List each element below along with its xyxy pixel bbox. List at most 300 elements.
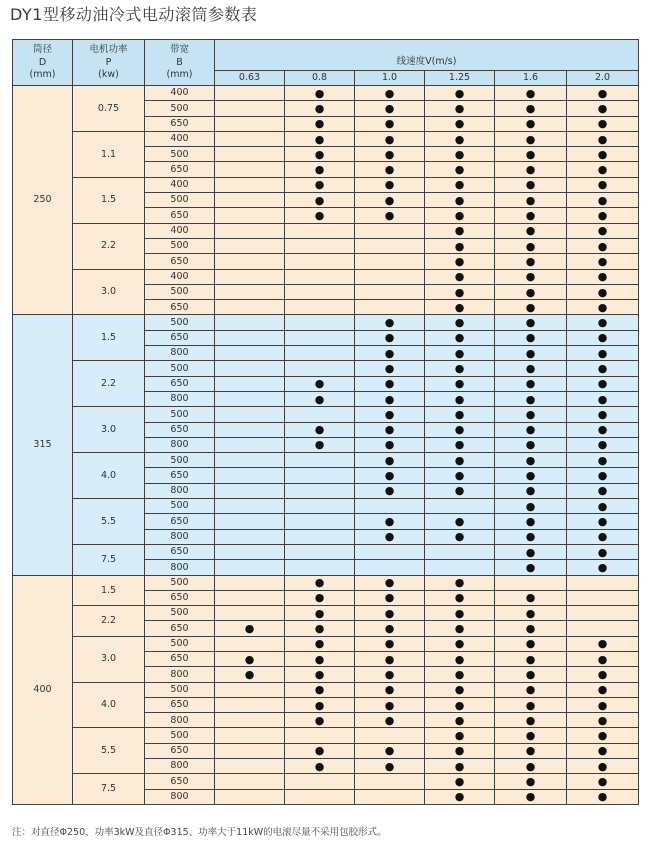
width-cell: 650	[145, 514, 215, 529]
empty-cell	[215, 697, 285, 712]
availability-dot: ●	[495, 651, 567, 666]
header-width	[145, 40, 215, 86]
availability-dot: ●	[285, 606, 355, 621]
availability-dot: ●	[425, 193, 495, 208]
empty-cell	[567, 621, 639, 636]
power-cell: 2.2	[73, 361, 145, 407]
empty-cell	[215, 330, 285, 345]
empty-cell	[215, 223, 285, 238]
availability-dot: ●	[567, 147, 639, 162]
width-cell: 650	[145, 422, 215, 437]
availability-dot: ●	[355, 101, 425, 116]
availability-dot: ●	[425, 728, 495, 743]
availability-dot: ●	[355, 713, 425, 728]
header-speed-value: 2.0	[567, 71, 639, 86]
availability-dot: ●	[355, 590, 425, 605]
empty-cell	[215, 743, 285, 758]
header-power-name: 电机功率	[89, 44, 128, 56]
header-diameter-unit: (mm)	[29, 69, 56, 81]
empty-cell	[285, 789, 355, 804]
width-cell: 500	[145, 238, 215, 253]
availability-dot: ●	[495, 468, 567, 483]
empty-cell	[215, 346, 285, 361]
header-speed-value: 0.63	[215, 71, 285, 86]
availability-dot: ●	[495, 453, 567, 468]
availability-dot: ●	[495, 269, 567, 284]
availability-dot: ●	[425, 86, 495, 101]
availability-dot: ●	[425, 713, 495, 728]
availability-dot: ●	[495, 667, 567, 682]
availability-dot: ●	[567, 728, 639, 743]
width-cell: 500	[145, 407, 215, 422]
width-cell: 400	[145, 223, 215, 238]
availability-dot: ●	[495, 101, 567, 116]
availability-dot: ●	[355, 697, 425, 712]
width-cell: 800	[145, 346, 215, 361]
availability-dot: ●	[355, 346, 425, 361]
width-cell: 650	[145, 697, 215, 712]
availability-dot: ●	[567, 759, 639, 774]
width-cell: 500	[145, 315, 215, 330]
empty-cell	[215, 437, 285, 452]
availability-dot: ●	[425, 529, 495, 544]
availability-dot: ●	[567, 223, 639, 238]
width-cell: 500	[145, 606, 215, 621]
availability-dot: ●	[425, 575, 495, 590]
availability-dot: ●	[355, 575, 425, 590]
power-cell: 2.2	[73, 606, 145, 637]
header-diameter-symbol: D	[38, 56, 47, 68]
table-row	[13, 177, 639, 192]
table-row	[13, 269, 639, 284]
availability-dot: ●	[425, 269, 495, 284]
diameter-cell: 400	[13, 575, 73, 804]
empty-cell	[355, 789, 425, 804]
table-row	[13, 131, 639, 146]
power-cell: 1.1	[73, 131, 145, 177]
availability-dot: ●	[495, 407, 567, 422]
availability-dot: ●	[567, 238, 639, 253]
availability-dot: ●	[355, 682, 425, 697]
width-cell: 650	[145, 116, 215, 131]
width-cell: 650	[145, 254, 215, 269]
empty-cell	[215, 269, 285, 284]
empty-cell	[215, 376, 285, 391]
availability-dot: ●	[425, 101, 495, 116]
empty-cell	[285, 407, 355, 422]
parameter-table	[12, 39, 639, 805]
availability-dot: ●	[355, 147, 425, 162]
empty-cell	[215, 238, 285, 253]
availability-dot: ●	[425, 223, 495, 238]
availability-dot: ●	[567, 697, 639, 712]
availability-dot: ●	[285, 391, 355, 406]
availability-dot: ●	[567, 422, 639, 437]
empty-cell	[285, 544, 355, 559]
width-cell: 500	[145, 728, 215, 743]
availability-dot: ●	[425, 774, 495, 789]
availability-dot: ●	[285, 621, 355, 636]
availability-dot: ●	[425, 208, 495, 223]
availability-dot: ●	[495, 254, 567, 269]
availability-dot: ●	[425, 131, 495, 146]
availability-dot: ●	[495, 713, 567, 728]
availability-dot: ●	[355, 759, 425, 774]
availability-dot: ●	[355, 651, 425, 666]
availability-dot: ●	[567, 162, 639, 177]
availability-dot: ●	[567, 560, 639, 575]
availability-dot: ●	[425, 651, 495, 666]
width-cell: 400	[145, 86, 215, 101]
width-cell: 500	[145, 682, 215, 697]
availability-dot: ●	[567, 177, 639, 192]
availability-dot: ●	[495, 483, 567, 498]
header-power-unit: (kw)	[98, 69, 119, 81]
availability-dot: ●	[355, 514, 425, 529]
width-cell: 500	[145, 284, 215, 299]
width-cell: 650	[145, 743, 215, 758]
width-cell: 650	[145, 300, 215, 315]
power-cell: 1.5	[73, 177, 145, 223]
availability-dot: ●	[567, 300, 639, 315]
width-cell: 400	[145, 269, 215, 284]
table-row	[13, 499, 639, 514]
header-speed-value: 0.8	[285, 71, 355, 86]
availability-dot: ●	[355, 391, 425, 406]
header-speed-value: 1.25	[425, 71, 495, 86]
header-speed-top	[215, 40, 639, 55]
empty-cell	[215, 514, 285, 529]
availability-dot: ●	[355, 453, 425, 468]
availability-dot: ●	[425, 697, 495, 712]
availability-dot: ●	[495, 193, 567, 208]
empty-cell	[355, 223, 425, 238]
availability-dot: ●	[355, 116, 425, 131]
empty-cell	[215, 453, 285, 468]
availability-dot: ●	[567, 437, 639, 452]
availability-dot: ●	[425, 468, 495, 483]
availability-dot: ●	[567, 101, 639, 116]
width-cell: 800	[145, 560, 215, 575]
availability-dot: ●	[495, 284, 567, 299]
table-row	[13, 361, 639, 376]
empty-cell	[355, 284, 425, 299]
availability-dot: ●	[285, 422, 355, 437]
availability-dot: ●	[567, 713, 639, 728]
empty-cell	[215, 560, 285, 575]
availability-dot: ●	[425, 315, 495, 330]
power-cell: 3.0	[73, 269, 145, 315]
availability-dot: ●	[567, 636, 639, 651]
availability-dot: ●	[567, 499, 639, 514]
availability-dot: ●	[425, 606, 495, 621]
availability-dot: ●	[355, 621, 425, 636]
availability-dot: ●	[355, 208, 425, 223]
availability-dot: ●	[425, 743, 495, 758]
empty-cell	[215, 300, 285, 315]
empty-cell	[215, 789, 285, 804]
availability-dot: ●	[355, 131, 425, 146]
empty-cell	[215, 529, 285, 544]
availability-dot: ●	[425, 177, 495, 192]
empty-cell	[355, 269, 425, 284]
availability-dot: ●	[285, 86, 355, 101]
empty-cell	[355, 499, 425, 514]
availability-dot: ●	[567, 116, 639, 131]
availability-dot: ●	[567, 269, 639, 284]
empty-cell	[215, 544, 285, 559]
empty-cell	[215, 361, 285, 376]
power-cell: 3.0	[73, 407, 145, 453]
availability-dot: ●	[425, 238, 495, 253]
availability-dot: ●	[495, 422, 567, 437]
availability-dot: ●	[285, 636, 355, 651]
availability-dot: ●	[285, 101, 355, 116]
availability-dot: ●	[495, 177, 567, 192]
empty-cell	[215, 636, 285, 651]
availability-dot: ●	[425, 437, 495, 452]
header-diameter	[13, 40, 73, 86]
power-cell: 3.0	[73, 636, 145, 682]
availability-dot: ●	[285, 590, 355, 605]
empty-cell	[215, 315, 285, 330]
empty-cell	[215, 116, 285, 131]
availability-dot: ●	[567, 544, 639, 559]
availability-dot: ●	[495, 682, 567, 697]
availability-dot: ●	[285, 131, 355, 146]
empty-cell	[215, 728, 285, 743]
empty-cell	[355, 728, 425, 743]
availability-dot: ●	[425, 789, 495, 804]
availability-dot: ●	[425, 147, 495, 162]
availability-dot: ●	[495, 499, 567, 514]
width-cell: 400	[145, 177, 215, 192]
empty-cell	[285, 728, 355, 743]
width-cell: 800	[145, 391, 215, 406]
empty-cell	[285, 774, 355, 789]
availability-dot: ●	[495, 238, 567, 253]
availability-dot: ●	[355, 177, 425, 192]
power-cell: 5.5	[73, 499, 145, 545]
power-cell: 5.5	[73, 728, 145, 774]
availability-dot: ●	[567, 254, 639, 269]
table-row	[13, 223, 639, 238]
header-width-symbol: B	[176, 56, 183, 68]
diameter-cell: 315	[13, 315, 73, 575]
width-cell: 800	[145, 759, 215, 774]
empty-cell	[285, 269, 355, 284]
availability-dot: ●	[355, 636, 425, 651]
header-width-name: 带宽	[169, 44, 189, 56]
availability-dot: ●	[425, 667, 495, 682]
availability-dot: ●	[567, 330, 639, 345]
power-cell: 4.0	[73, 682, 145, 728]
availability-dot: ●	[567, 789, 639, 804]
availability-dot: ●	[355, 86, 425, 101]
availability-dot: ●	[285, 208, 355, 223]
availability-dot: ●	[567, 376, 639, 391]
width-cell: 400	[145, 131, 215, 146]
empty-cell	[285, 468, 355, 483]
header-speed-value: 1.6	[495, 71, 567, 86]
availability-dot: ●	[355, 743, 425, 758]
availability-dot: ●	[567, 483, 639, 498]
empty-cell	[285, 238, 355, 253]
width-cell: 500	[145, 101, 215, 116]
empty-cell	[355, 300, 425, 315]
availability-dot: ●	[495, 529, 567, 544]
empty-cell	[215, 193, 285, 208]
availability-dot: ●	[567, 86, 639, 101]
table-row	[13, 544, 639, 559]
empty-cell	[567, 606, 639, 621]
availability-dot: ●	[495, 560, 567, 575]
power-cell: 2.2	[73, 223, 145, 269]
availability-dot: ●	[285, 193, 355, 208]
availability-dot: ●	[285, 682, 355, 697]
availability-dot: ●	[425, 759, 495, 774]
power-cell: 7.5	[73, 774, 145, 805]
empty-cell	[355, 544, 425, 559]
availability-dot: ●	[567, 514, 639, 529]
availability-dot: ●	[567, 682, 639, 697]
width-cell: 650	[145, 774, 215, 789]
availability-dot: ●	[425, 330, 495, 345]
availability-dot: ●	[425, 116, 495, 131]
availability-dot: ●	[285, 667, 355, 682]
availability-dot: ●	[495, 116, 567, 131]
availability-dot: ●	[567, 315, 639, 330]
availability-dot: ●	[495, 223, 567, 238]
availability-dot: ●	[495, 300, 567, 315]
empty-cell	[215, 422, 285, 437]
empty-cell	[215, 284, 285, 299]
empty-cell	[285, 254, 355, 269]
empty-cell	[285, 514, 355, 529]
availability-dot: ●	[425, 453, 495, 468]
width-cell: 800	[145, 437, 215, 452]
width-cell: 500	[145, 361, 215, 376]
availability-dot: ●	[425, 391, 495, 406]
availability-dot: ●	[495, 391, 567, 406]
width-cell: 500	[145, 193, 215, 208]
width-cell: 650	[145, 544, 215, 559]
availability-dot: ●	[355, 376, 425, 391]
availability-dot: ●	[285, 376, 355, 391]
availability-dot: ●	[495, 147, 567, 162]
width-cell: 500	[145, 147, 215, 162]
availability-dot: ●	[495, 728, 567, 743]
empty-cell	[567, 575, 639, 590]
table-row	[13, 774, 639, 789]
empty-cell	[215, 713, 285, 728]
availability-dot: ●	[495, 361, 567, 376]
availability-dot: ●	[495, 759, 567, 774]
availability-dot: ●	[567, 468, 639, 483]
availability-dot: ●	[495, 208, 567, 223]
availability-dot: ●	[425, 621, 495, 636]
availability-dot: ●	[285, 177, 355, 192]
empty-cell	[285, 483, 355, 498]
width-cell: 650	[145, 651, 215, 666]
availability-dot: ●	[285, 437, 355, 452]
empty-cell	[285, 223, 355, 238]
availability-dot: ●	[495, 162, 567, 177]
table-body	[13, 86, 639, 805]
header-power-symbol: P	[105, 56, 112, 68]
footnote: 注：对直径Φ250、功率3kW及直径Φ315、功率大于11kW的电滚尽量不采用包胶形式。	[12, 827, 387, 838]
availability-dot: ●	[495, 774, 567, 789]
page-title: DY1型移动油冷式电动滚筒参数表	[10, 5, 258, 24]
width-cell: 800	[145, 483, 215, 498]
empty-cell	[215, 147, 285, 162]
table-row	[13, 636, 639, 651]
width-cell: 500	[145, 453, 215, 468]
empty-cell	[215, 606, 285, 621]
empty-cell	[285, 284, 355, 299]
availability-dot: ●	[285, 162, 355, 177]
availability-dot: ●	[567, 529, 639, 544]
availability-dot: ●	[495, 636, 567, 651]
empty-cell	[425, 499, 495, 514]
empty-cell	[495, 575, 567, 590]
availability-dot: ●	[285, 575, 355, 590]
table-row	[13, 86, 639, 101]
empty-cell	[355, 774, 425, 789]
empty-cell	[215, 101, 285, 116]
availability-dot: ●	[495, 621, 567, 636]
width-cell: 500	[145, 636, 215, 651]
availability-dot: ●	[425, 254, 495, 269]
power-cell: 1.5	[73, 575, 145, 606]
empty-cell	[425, 544, 495, 559]
availability-dot: ●	[495, 86, 567, 101]
empty-cell	[567, 590, 639, 605]
table-row	[13, 407, 639, 422]
empty-cell	[285, 330, 355, 345]
availability-dot: ●	[285, 759, 355, 774]
width-cell: 650	[145, 208, 215, 223]
empty-cell	[425, 560, 495, 575]
availability-dot: ●	[495, 346, 567, 361]
availability-dot: ●	[425, 422, 495, 437]
empty-cell	[285, 529, 355, 544]
power-cell: 0.75	[73, 86, 145, 132]
availability-dot: ●	[355, 330, 425, 345]
availability-dot: ●	[355, 529, 425, 544]
availability-dot: ●	[215, 667, 285, 682]
empty-cell	[215, 759, 285, 774]
width-cell: 500	[145, 575, 215, 590]
empty-cell	[285, 300, 355, 315]
empty-cell	[215, 483, 285, 498]
width-cell: 800	[145, 713, 215, 728]
width-cell: 650	[145, 468, 215, 483]
availability-dot: ●	[355, 667, 425, 682]
availability-dot: ●	[285, 697, 355, 712]
availability-dot: ●	[285, 651, 355, 666]
empty-cell	[285, 453, 355, 468]
availability-dot: ●	[495, 330, 567, 345]
availability-dot: ●	[425, 682, 495, 697]
availability-dot: ●	[495, 514, 567, 529]
empty-cell	[215, 177, 285, 192]
availability-dot: ●	[567, 361, 639, 376]
empty-cell	[215, 86, 285, 101]
empty-cell	[215, 682, 285, 697]
empty-cell	[285, 499, 355, 514]
table-row	[13, 682, 639, 697]
